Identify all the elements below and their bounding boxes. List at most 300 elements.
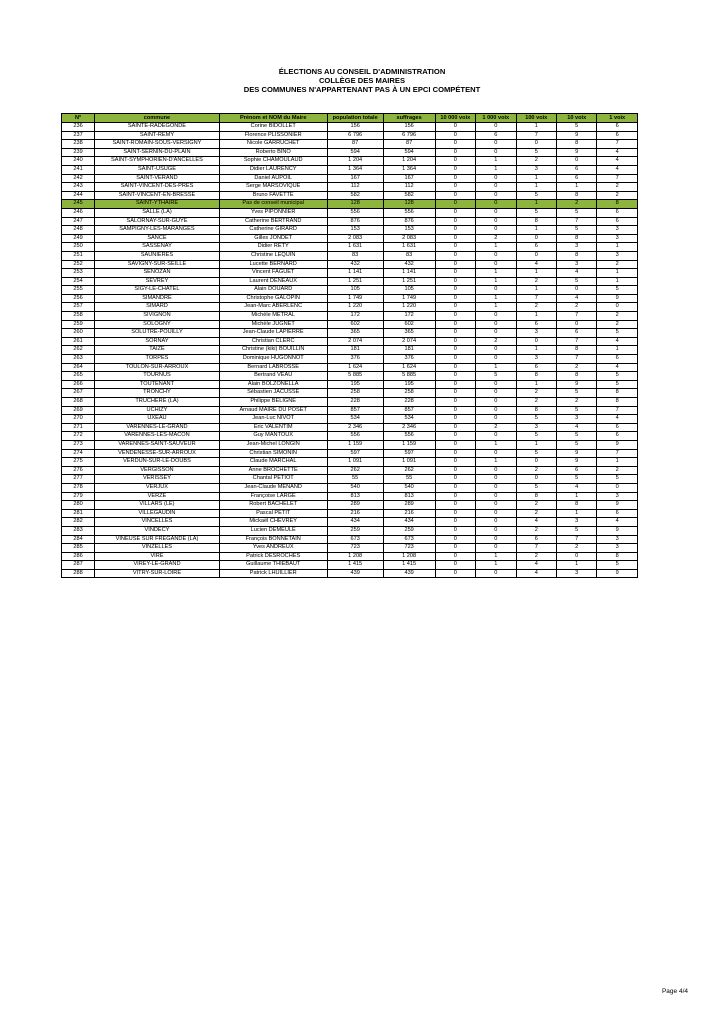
cell-mayor: Philippe BELIGNÉ bbox=[219, 398, 327, 407]
cell-number: 266 bbox=[62, 380, 95, 389]
cell-suffrages: 259 bbox=[383, 526, 435, 535]
table-row bbox=[62, 320, 638, 329]
cell-10: 1 bbox=[556, 183, 596, 192]
title-line-3: DES COMMUNES N'APPARTENANT PAS À UN EPCI COMPÉTENT bbox=[243, 85, 481, 95]
cell-population: 1 208 bbox=[327, 552, 383, 561]
cell-10000: 0 bbox=[435, 501, 475, 510]
cell-1: 3 bbox=[597, 251, 638, 260]
cell-100: 1 bbox=[516, 269, 556, 278]
cell-1: 3 bbox=[597, 544, 638, 553]
cell-number: 281 bbox=[62, 509, 95, 518]
table-row bbox=[62, 449, 638, 458]
table-row bbox=[62, 475, 638, 484]
table-row bbox=[62, 148, 638, 157]
cell-suffrages: 181 bbox=[383, 346, 435, 355]
cell-10000: 0 bbox=[435, 277, 475, 286]
cell-commune: SIGY-LE-CHATEL bbox=[95, 286, 220, 295]
cell-1000: 1 bbox=[476, 458, 516, 467]
cell-commune: TORPES bbox=[95, 355, 220, 364]
cell-number: 272 bbox=[62, 432, 95, 441]
cell-10: 0 bbox=[556, 552, 596, 561]
cell-mayor: Corine BIDOLLET bbox=[219, 123, 327, 132]
cell-1: 8 bbox=[597, 200, 638, 209]
cell-suffrages: 1 415 bbox=[383, 561, 435, 570]
header-1-vote: 1 voix bbox=[597, 114, 638, 123]
cell-10000: 0 bbox=[435, 191, 475, 200]
cell-10: 9 bbox=[556, 380, 596, 389]
cell-100: 1 bbox=[516, 174, 556, 183]
cell-10000: 0 bbox=[435, 208, 475, 217]
cell-1000: 0 bbox=[476, 346, 516, 355]
cell-1: 6 bbox=[597, 217, 638, 226]
cell-commune: UCHIZY bbox=[95, 406, 220, 415]
cell-commune: VARENNES-LES-MACON bbox=[95, 432, 220, 441]
cell-10: 5 bbox=[556, 440, 596, 449]
cell-100: 1 bbox=[516, 200, 556, 209]
cell-1: 6 bbox=[597, 509, 638, 518]
cell-1000: 0 bbox=[476, 260, 516, 269]
cell-10: 7 bbox=[556, 217, 596, 226]
cell-10: 8 bbox=[556, 251, 596, 260]
table-row bbox=[62, 251, 638, 260]
cell-1: 7 bbox=[597, 449, 638, 458]
cell-1000: 0 bbox=[476, 398, 516, 407]
header-100-votes: 100 voix bbox=[516, 114, 556, 123]
cell-population: 1 415 bbox=[327, 561, 383, 570]
cell-suffrages: 258 bbox=[383, 389, 435, 398]
cell-commune: SAINT-VINCENT-DES-PRES bbox=[95, 183, 220, 192]
cell-1000: 0 bbox=[476, 208, 516, 217]
cell-commune: VIRE bbox=[95, 552, 220, 561]
table-row bbox=[62, 432, 638, 441]
table-row bbox=[62, 191, 638, 200]
cell-suffrages: 1 141 bbox=[383, 269, 435, 278]
cell-population: 112 bbox=[327, 183, 383, 192]
cell-population: 1 091 bbox=[327, 458, 383, 467]
cell-commune: VERJUX bbox=[95, 483, 220, 492]
cell-population: 181 bbox=[327, 346, 383, 355]
cell-100: 2 bbox=[516, 157, 556, 166]
cell-population: 1 159 bbox=[327, 440, 383, 449]
cell-10: 0 bbox=[556, 320, 596, 329]
cell-commune: VITRY-SUR-LOIRE bbox=[95, 569, 220, 578]
cell-number: 244 bbox=[62, 191, 95, 200]
cell-100: 3 bbox=[516, 423, 556, 432]
cell-number: 280 bbox=[62, 501, 95, 510]
cell-number: 246 bbox=[62, 208, 95, 217]
cell-1: 2 bbox=[597, 466, 638, 475]
cell-commune: SENOZAN bbox=[95, 269, 220, 278]
cell-mayor: François BONNETAIN bbox=[219, 535, 327, 544]
table-row bbox=[62, 208, 638, 217]
cell-population: 1 624 bbox=[327, 363, 383, 372]
cell-100: 1 bbox=[516, 123, 556, 132]
table-header-row bbox=[62, 114, 638, 123]
cell-population: 1 220 bbox=[327, 303, 383, 312]
cell-10000: 0 bbox=[435, 544, 475, 553]
cell-100: 4 bbox=[516, 518, 556, 527]
header-number: N° bbox=[62, 114, 95, 123]
cell-10000: 0 bbox=[435, 492, 475, 501]
cell-10000: 0 bbox=[435, 346, 475, 355]
cell-mayor: Eric VALENTIM bbox=[219, 423, 327, 432]
cell-1: 4 bbox=[597, 148, 638, 157]
cell-number: 238 bbox=[62, 140, 95, 149]
table-row bbox=[62, 260, 638, 269]
cell-10000: 0 bbox=[435, 363, 475, 372]
cell-1000: 0 bbox=[476, 483, 516, 492]
cell-1: 4 bbox=[597, 337, 638, 346]
cell-commune: VARENNES-SAINT-SAUVEUR bbox=[95, 440, 220, 449]
cell-1: 2 bbox=[597, 320, 638, 329]
cell-1000: 0 bbox=[476, 226, 516, 235]
table-row bbox=[62, 312, 638, 321]
cell-1000: 0 bbox=[476, 415, 516, 424]
cell-10000: 0 bbox=[435, 165, 475, 174]
cell-10: 6 bbox=[556, 165, 596, 174]
cell-population: 432 bbox=[327, 260, 383, 269]
cell-1: 6 bbox=[597, 208, 638, 217]
cell-1: 5 bbox=[597, 380, 638, 389]
cell-commune: VINEUSE SUR FREGANDE (LA) bbox=[95, 535, 220, 544]
cell-mayor: Pas de conseil municipal bbox=[219, 200, 327, 209]
cell-suffrages: 2 346 bbox=[383, 423, 435, 432]
cell-10: 3 bbox=[556, 518, 596, 527]
cell-10: 2 bbox=[556, 398, 596, 407]
cell-1: 4 bbox=[597, 363, 638, 372]
cell-1000: 0 bbox=[476, 535, 516, 544]
table-row bbox=[62, 140, 638, 149]
cell-100: 6 bbox=[516, 535, 556, 544]
cell-suffrages: 556 bbox=[383, 208, 435, 217]
cell-1: 8 bbox=[597, 398, 638, 407]
cell-suffrages: 813 bbox=[383, 492, 435, 501]
cell-population: 156 bbox=[327, 123, 383, 132]
cell-1000: 0 bbox=[476, 406, 516, 415]
cell-1000: 0 bbox=[476, 475, 516, 484]
cell-commune: SOLOGNY bbox=[95, 320, 220, 329]
cell-10: 5 bbox=[556, 406, 596, 415]
cell-commune: SAINT-VERAND bbox=[95, 174, 220, 183]
cell-1: 1 bbox=[597, 277, 638, 286]
cell-mayor: Anne BROCHETTE bbox=[219, 466, 327, 475]
cell-100: 6 bbox=[516, 243, 556, 252]
cell-suffrages: 1 631 bbox=[383, 243, 435, 252]
cell-100: 6 bbox=[516, 363, 556, 372]
cell-1000: 1 bbox=[476, 243, 516, 252]
cell-1: 3 bbox=[597, 535, 638, 544]
cell-suffrages: 228 bbox=[383, 398, 435, 407]
cell-100: 5 bbox=[516, 208, 556, 217]
cell-100: 1 bbox=[516, 226, 556, 235]
table-row bbox=[62, 501, 638, 510]
cell-100: 0 bbox=[516, 458, 556, 467]
cell-10000: 0 bbox=[435, 312, 475, 321]
cell-population: 2 346 bbox=[327, 423, 383, 432]
cell-number: 279 bbox=[62, 492, 95, 501]
cell-number: 282 bbox=[62, 518, 95, 527]
cell-population: 540 bbox=[327, 483, 383, 492]
cell-population: 434 bbox=[327, 518, 383, 527]
table-row bbox=[62, 234, 638, 243]
cell-1: 7 bbox=[597, 406, 638, 415]
cell-100: 7 bbox=[516, 544, 556, 553]
cell-mayor: Claude MARCHAL bbox=[219, 458, 327, 467]
cell-suffrages: 1 624 bbox=[383, 363, 435, 372]
cell-100: 2 bbox=[516, 509, 556, 518]
cell-10: 9 bbox=[556, 449, 596, 458]
cell-10: 4 bbox=[556, 483, 596, 492]
cell-1000: 0 bbox=[476, 389, 516, 398]
cell-10: 3 bbox=[556, 415, 596, 424]
cell-population: 83 bbox=[327, 251, 383, 260]
cell-commune: VINCELLES bbox=[95, 518, 220, 527]
cell-10000: 0 bbox=[435, 355, 475, 364]
cell-10000: 0 bbox=[435, 337, 475, 346]
cell-1000: 0 bbox=[476, 544, 516, 553]
table-row bbox=[62, 200, 638, 209]
cell-10: 8 bbox=[556, 191, 596, 200]
cell-mayor: Lucette BERNARD bbox=[219, 260, 327, 269]
cell-10000: 0 bbox=[435, 243, 475, 252]
cell-population: 1 749 bbox=[327, 294, 383, 303]
cell-10: 2 bbox=[556, 303, 596, 312]
cell-1: 7 bbox=[597, 174, 638, 183]
cell-10000: 0 bbox=[435, 260, 475, 269]
cell-suffrages: 1 208 bbox=[383, 552, 435, 561]
cell-1: 4 bbox=[597, 165, 638, 174]
cell-10000: 0 bbox=[435, 269, 475, 278]
table-row bbox=[62, 389, 638, 398]
cell-number: 270 bbox=[62, 415, 95, 424]
cell-number: 236 bbox=[62, 123, 95, 132]
cell-commune: VILLARS (LE) bbox=[95, 501, 220, 510]
cell-10: 9 bbox=[556, 458, 596, 467]
cell-1000: 1 bbox=[476, 303, 516, 312]
cell-1: 5 bbox=[597, 286, 638, 295]
cell-1: 6 bbox=[597, 423, 638, 432]
cell-number: 258 bbox=[62, 312, 95, 321]
cell-1000: 0 bbox=[476, 140, 516, 149]
cell-number: 265 bbox=[62, 372, 95, 381]
cell-number: 248 bbox=[62, 226, 95, 235]
cell-10000: 0 bbox=[435, 398, 475, 407]
cell-suffrages: 2 074 bbox=[383, 337, 435, 346]
cell-population: 597 bbox=[327, 449, 383, 458]
cell-mayor: Chantal PETIOT bbox=[219, 475, 327, 484]
cell-commune: VENDENESSE-SUR-ARROUX bbox=[95, 449, 220, 458]
cell-suffrages: 105 bbox=[383, 286, 435, 295]
cell-10: 4 bbox=[556, 423, 596, 432]
cell-mayor: Lucien DEMEULE bbox=[219, 526, 327, 535]
cell-suffrages: 167 bbox=[383, 174, 435, 183]
cell-population: 1 631 bbox=[327, 243, 383, 252]
cell-suffrages: 876 bbox=[383, 217, 435, 226]
cell-10: 6 bbox=[556, 329, 596, 338]
cell-commune: TOURNUS bbox=[95, 372, 220, 381]
cell-10: 9 bbox=[556, 148, 596, 157]
cell-10: 5 bbox=[556, 526, 596, 535]
cell-mayor: Catherine BERTRAND bbox=[219, 217, 327, 226]
cell-1: 2 bbox=[597, 191, 638, 200]
cell-mayor: Dominique HUGONNOT bbox=[219, 355, 327, 364]
cell-100: 6 bbox=[516, 320, 556, 329]
cell-suffrages: 153 bbox=[383, 226, 435, 235]
cell-number: 260 bbox=[62, 329, 95, 338]
cell-number: 253 bbox=[62, 269, 95, 278]
cell-number: 283 bbox=[62, 526, 95, 535]
cell-commune: VINZELLES bbox=[95, 544, 220, 553]
cell-population: 105 bbox=[327, 286, 383, 295]
cell-commune: SAINT-ROMAIN-SOUS-VERSIGNY bbox=[95, 140, 220, 149]
cell-1000: 0 bbox=[476, 466, 516, 475]
cell-10000: 0 bbox=[435, 148, 475, 157]
cell-mayor: Christian CLERC bbox=[219, 337, 327, 346]
cell-mayor: Jean-Claude LAPIERRE bbox=[219, 329, 327, 338]
cell-mayor: Didier LAURENCY bbox=[219, 165, 327, 174]
cell-commune: SIMANDRE bbox=[95, 294, 220, 303]
cell-10000: 0 bbox=[435, 518, 475, 527]
cell-suffrages: 87 bbox=[383, 140, 435, 149]
cell-10: 2 bbox=[556, 200, 596, 209]
cell-10: 5 bbox=[556, 389, 596, 398]
cell-suffrages: 439 bbox=[383, 569, 435, 578]
cell-population: 228 bbox=[327, 398, 383, 407]
cell-100: 1 bbox=[516, 346, 556, 355]
cell-population: 258 bbox=[327, 389, 383, 398]
table-row bbox=[62, 165, 638, 174]
cell-100: 2 bbox=[516, 398, 556, 407]
cell-suffrages: 1 251 bbox=[383, 277, 435, 286]
table-row bbox=[62, 217, 638, 226]
cell-number: 273 bbox=[62, 440, 95, 449]
cell-1: 6 bbox=[597, 131, 638, 140]
cell-10: 6 bbox=[556, 466, 596, 475]
cell-10000: 0 bbox=[435, 217, 475, 226]
cell-number: 257 bbox=[62, 303, 95, 312]
cell-1000: 0 bbox=[476, 123, 516, 132]
header-population: population totale bbox=[327, 114, 383, 123]
cell-number: 240 bbox=[62, 157, 95, 166]
cell-population: 195 bbox=[327, 380, 383, 389]
document-title bbox=[0, 67, 724, 95]
cell-population: 216 bbox=[327, 509, 383, 518]
cell-10000: 0 bbox=[435, 226, 475, 235]
cell-10: 3 bbox=[556, 569, 596, 578]
cell-1000: 0 bbox=[476, 191, 516, 200]
cell-1000: 0 bbox=[476, 518, 516, 527]
cell-commune: VIREY-LE-GRAND bbox=[95, 561, 220, 570]
cell-10000: 0 bbox=[435, 458, 475, 467]
cell-1000: 1 bbox=[476, 294, 516, 303]
cell-1: 6 bbox=[597, 355, 638, 364]
cell-1000: 0 bbox=[476, 148, 516, 157]
cell-population: 1 204 bbox=[327, 157, 383, 166]
cell-number: 267 bbox=[62, 389, 95, 398]
cell-suffrages: 1 749 bbox=[383, 294, 435, 303]
cell-mayor: Bernard LABROSSE bbox=[219, 363, 327, 372]
cell-suffrages: 434 bbox=[383, 518, 435, 527]
table-row bbox=[62, 131, 638, 140]
cell-1: 5 bbox=[597, 329, 638, 338]
cell-commune: SAINTE-RADEGONDE bbox=[95, 123, 220, 132]
cell-10: 2 bbox=[556, 544, 596, 553]
title-line-2: COLLÈGE DES MAIRES bbox=[318, 76, 406, 86]
table-row bbox=[62, 526, 638, 535]
cell-mayor: Sophie CHAMOULAUD bbox=[219, 157, 327, 166]
cell-suffrages: 673 bbox=[383, 535, 435, 544]
table-row bbox=[62, 294, 638, 303]
table-row bbox=[62, 569, 638, 578]
cell-1: 3 bbox=[597, 492, 638, 501]
header-suffrages: suffrages bbox=[383, 114, 435, 123]
cell-1000: 5 bbox=[476, 372, 516, 381]
cell-number: 243 bbox=[62, 183, 95, 192]
cell-suffrages: 540 bbox=[383, 483, 435, 492]
cell-10: 8 bbox=[556, 234, 596, 243]
cell-10000: 0 bbox=[435, 131, 475, 140]
results-table bbox=[61, 113, 638, 578]
cell-1000: 0 bbox=[476, 526, 516, 535]
cell-commune: SAINT-USUGE bbox=[95, 165, 220, 174]
cell-1000: 0 bbox=[476, 200, 516, 209]
cell-100: 4 bbox=[516, 260, 556, 269]
cell-mayor: Yves ANDREUX bbox=[219, 544, 327, 553]
cell-100: 5 bbox=[516, 449, 556, 458]
cell-suffrages: 5 885 bbox=[383, 372, 435, 381]
cell-10000: 0 bbox=[435, 535, 475, 544]
cell-1: 1 bbox=[597, 269, 638, 278]
cell-10: 8 bbox=[556, 346, 596, 355]
cell-mayor: Sébastien JACUSSE bbox=[219, 389, 327, 398]
table-row bbox=[62, 552, 638, 561]
table-row bbox=[62, 286, 638, 295]
cell-1: 4 bbox=[597, 157, 638, 166]
cell-population: 87 bbox=[327, 140, 383, 149]
cell-10: 1 bbox=[556, 509, 596, 518]
cell-population: 153 bbox=[327, 226, 383, 235]
cell-number: 245 bbox=[62, 200, 95, 209]
cell-100: 4 bbox=[516, 569, 556, 578]
cell-10000: 0 bbox=[435, 174, 475, 183]
cell-10000: 0 bbox=[435, 466, 475, 475]
cell-100: 5 bbox=[516, 148, 556, 157]
cell-mayor: Robert BACHELET bbox=[219, 501, 327, 510]
cell-100: 2 bbox=[516, 501, 556, 510]
cell-suffrages: 128 bbox=[383, 200, 435, 209]
cell-1000: 1 bbox=[476, 157, 516, 166]
table-row bbox=[62, 303, 638, 312]
cell-mayor: Roberto BINO bbox=[219, 148, 327, 157]
cell-suffrages: 1 220 bbox=[383, 303, 435, 312]
cell-mayor: Christine LEQUIN bbox=[219, 251, 327, 260]
cell-mayor: Daniel AUPOIL bbox=[219, 174, 327, 183]
cell-10000: 0 bbox=[435, 432, 475, 441]
cell-1000: 0 bbox=[476, 251, 516, 260]
cell-population: 6 796 bbox=[327, 131, 383, 140]
cell-population: 439 bbox=[327, 569, 383, 578]
cell-commune: SAINT-SYMPHORIEN-D'ANCELLES bbox=[95, 157, 220, 166]
table-row bbox=[62, 243, 638, 252]
cell-commune: TOUTENANT bbox=[95, 380, 220, 389]
cell-100: 5 bbox=[516, 191, 556, 200]
cell-suffrages: 594 bbox=[383, 148, 435, 157]
cell-100: 0 bbox=[516, 140, 556, 149]
cell-1: 3 bbox=[597, 234, 638, 243]
cell-100: 3 bbox=[516, 355, 556, 364]
cell-suffrages: 6 796 bbox=[383, 131, 435, 140]
cell-population: 582 bbox=[327, 191, 383, 200]
